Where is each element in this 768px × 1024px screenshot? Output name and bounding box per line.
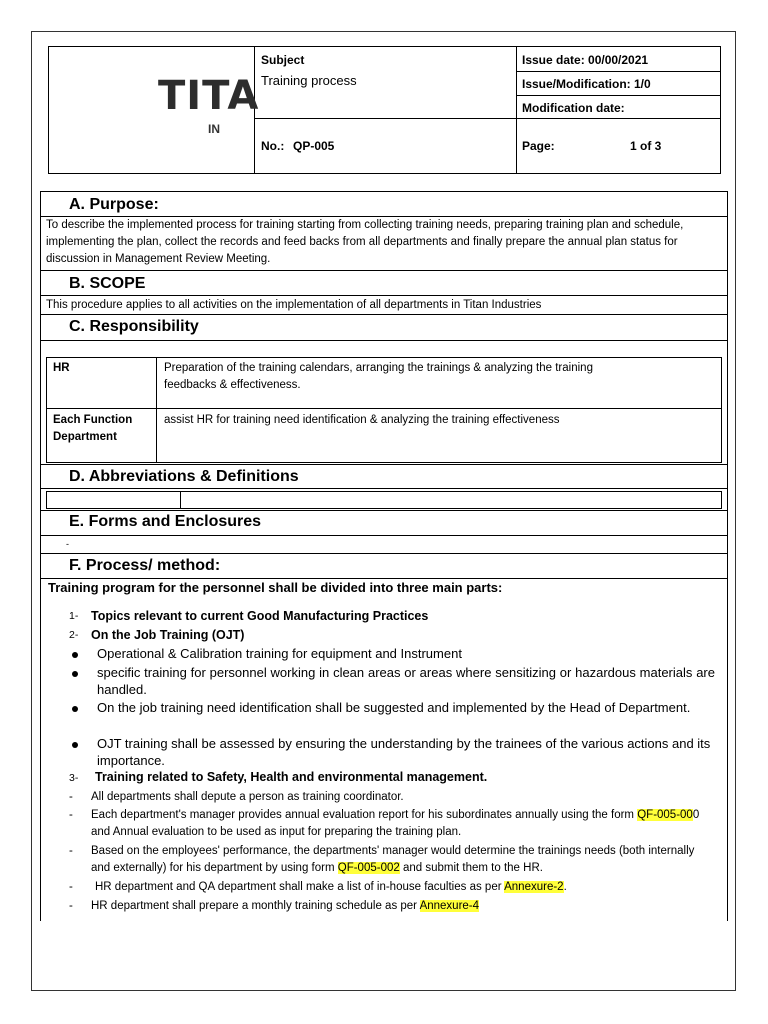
resp-col-line [156,357,157,463]
annexure-highlight: Annexure-2 [504,881,564,893]
abbreviations-table [46,491,722,509]
dash-item-2 [91,807,716,841]
dash-item-2-a: Each department's manager provides annual evaluation report for his subordinates annually using the form [91,809,635,821]
page-value: 1 of 3 [630,139,662,153]
scope-text: This procedure applies to all activities on the implementation of all departments in Titan Industries [46,299,542,311]
resp-desc-hr: Preparation of the training calendars, arranging the trainings & analyzing the training feedbacks & effectiveness. [164,362,593,391]
forms-text: - [66,539,69,549]
sep-11 [40,578,728,579]
item3-num: 3- [69,772,79,784]
bullet-item: OJT training shall be assessed by ensuring the understanding by the trainees of the various actions and its importance. [97,736,711,768]
sep-10 [40,553,728,554]
abbrev-col-line [180,491,181,509]
subject-label: Subject [261,53,305,67]
item1-text: Topics relevant to current Good Manufacturing Practices [91,609,429,623]
resp-role-function: Each Function Department [53,414,133,443]
dash-item-4 [95,879,720,896]
dash-item-5-a: HR department shall prepare a monthly training schedule as per [91,900,418,912]
bullet-item: Operational & Calibration training for equipment and Instrument [97,646,462,661]
sep-3 [40,295,728,296]
sep-6 [40,464,728,465]
company-logo [158,73,260,119]
forms-title: E. Forms and Enclosures [69,513,262,530]
item2-num: 2- [69,629,79,641]
resp-desc-function: assist HR for training need identification & analyzing the training effectiveness [164,414,560,426]
bullet-item: specific training for personnel working in clean areas or areas where sensitizing or hazardous materials are handled. [97,665,715,697]
document-number: QP-005 [293,139,335,153]
dash-item-2-b: 0 and Annual evaluation to be used as input for preparing the training plan. [91,809,700,838]
dash-item-3-b: and submit them to the HR. [402,862,543,874]
item1-num: 1- [69,610,79,622]
document-number-label: No.: [261,139,285,153]
bullet-dot [72,742,78,748]
sep-5 [40,340,728,341]
resp-row-line [46,408,722,409]
item3-text: Training related to Safety, Health and environmental management. [95,770,488,784]
dash-mark: - [69,809,73,821]
header-row-line [254,118,721,119]
dash-item-1: All departments shall depute a person as training coordinator. [91,791,404,803]
issue-modification: Issue/Modification: 1/0 [522,77,651,91]
sep-8 [40,510,728,511]
logo-sub: IN [208,122,220,136]
form-ref-highlight: QF-005-002 [337,862,400,874]
subject-value: Training process [261,73,357,88]
header-row-line-r1 [516,71,721,72]
resp-role-hr: HR [53,362,70,374]
header-col-line-2 [516,46,517,174]
form-ref-highlight: QF-005-00 [637,809,693,821]
dash-item-5 [91,898,716,915]
header-row-line-r2 [516,95,721,96]
sep-9 [40,535,728,536]
dash-mark: - [69,845,73,857]
modification-date: Modification date: [522,101,625,115]
bullet-dot [72,671,78,677]
sep-2 [40,270,728,271]
item2-text: On the Job Training (OJT) [91,628,245,642]
scope-title: B. SCOPE [69,275,146,292]
process-title: F. Process/ method: [69,557,221,574]
dash-mark: - [69,791,73,803]
dash-item-3 [91,843,716,877]
purpose-text: To describe the implemented process for training starting from collecting training needs, preparing training plan and schedule, implementing the plan, collect the records and feed backs from all departments and finally prepare the annual plan status for discussion in Management Review Meeting. [46,219,684,265]
logo-text: TITA [158,73,260,119]
purpose-title: A. Purpose: [69,196,159,213]
sep-7 [40,488,728,489]
bullet-dot [72,706,78,712]
dash-item-3-a: Based on the employees' performance, the departments' manager would determine the trainings needs (both internally and externally) for his department by using form [91,845,695,874]
sep-4 [40,314,728,315]
bullet-item: On the job training need identification shall be suggested and implemented by the Head of Department. [97,700,691,715]
dash-item-4-b: . [563,881,567,893]
annexure-highlight: Annexure-4 [419,900,480,912]
abbreviations-title: D. Abbreviations & Definitions [69,468,299,485]
issue-date: Issue date: 00/00/2021 [522,53,649,67]
process-intro: Training program for the personnel shall be divided into three main parts: [48,580,503,595]
dash-mark: - [69,881,73,893]
page-label: Page: [522,139,555,153]
responsibility-title: C. Responsibility [69,318,199,335]
dash-item-4-a: HR department and QA department shall make a list of in-house faculties as per [95,881,502,893]
bullet-dot [72,652,78,658]
dash-mark: - [69,900,73,912]
